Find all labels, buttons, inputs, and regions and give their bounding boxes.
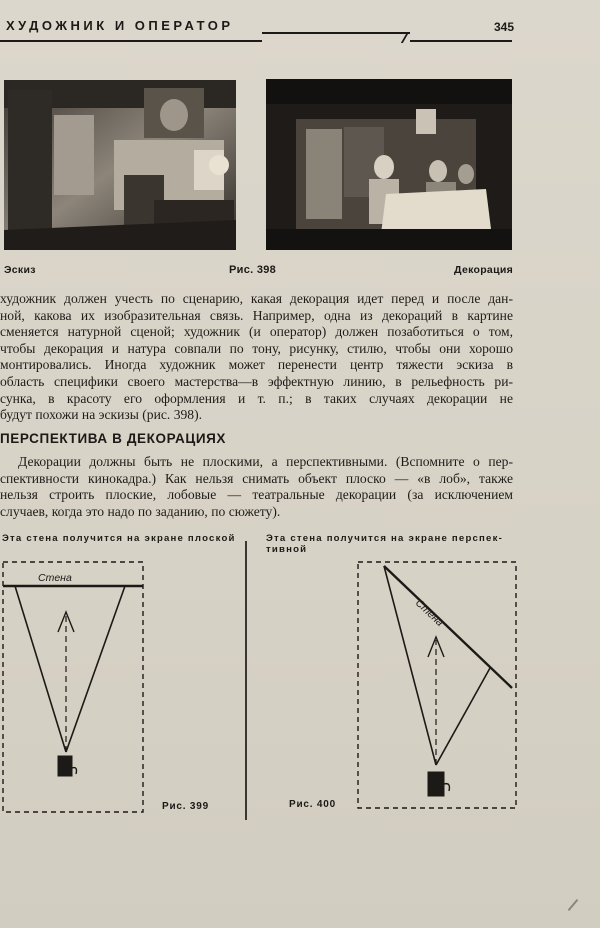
caption-figure-398: Рис. 398 — [229, 264, 277, 276]
view-ray — [15, 586, 66, 752]
text-line: случаев, когда это надо по заданию, по сюжету). — [0, 503, 281, 519]
text-line: нельзя строить плоские, лобовые — театральные декорации (за исключением — [0, 487, 513, 503]
camera-icon — [58, 756, 72, 776]
view-ray — [384, 566, 436, 765]
text-line: область специфики своего мастерства—в эффектную линию, в рельефность ри- — [0, 373, 513, 389]
caption-figure-400: Рис. 400 — [289, 799, 337, 810]
view-ray — [66, 586, 125, 752]
text-line: художник должен учесть по сценарию, какая декорация идет перед и после дан- — [0, 291, 513, 306]
text-line: сунка, в красоту его оформления и т. п.; в таких случаях декорации не — [0, 390, 513, 406]
text-line: будут похожи на эскизы (рис. 398). — [0, 407, 203, 423]
frame-dashed — [3, 562, 143, 812]
camera-crank-icon — [444, 784, 449, 791]
frame-dashed — [358, 562, 516, 808]
text-line: спективности кинокадра.) Как нельзя снимать объект плоско — «в лоб», также — [0, 470, 513, 486]
diagram-flat-wall — [3, 562, 143, 812]
caption-figure-399: Рис. 399 — [162, 801, 210, 812]
text-line: Декорации должны быть не плоскими, а перспективными. (Вспомните о пер- — [18, 454, 513, 469]
text-line: ной, какова их изобразительная связь. Например, одна из декораций в картине — [0, 307, 513, 323]
caption-sketch: Эскиз — [4, 264, 36, 276]
camera-icon — [428, 772, 444, 796]
wall-label-flat: Стена — [38, 572, 72, 584]
text-line: чтобы декорация и натура совпали по тону, рисунку, стилю, чтобы они хорошо — [0, 340, 513, 356]
camera-crank-icon — [72, 768, 77, 774]
figure-400-label-line: тивной — [266, 544, 308, 555]
section-heading: ПЕРСПЕКТИВА В ДЕКОРАЦИЯХ — [0, 431, 227, 446]
caption-set: Декорация — [454, 264, 513, 276]
text-line: сменяется натурной сценой; художник (и оператор) должен позаботиться о том, — [0, 324, 513, 340]
view-ray — [436, 668, 490, 765]
figure-399-label: Эта стена получится на экране плоской — [2, 533, 236, 544]
page-number: 345 — [493, 20, 514, 34]
diagram-perspective-wall — [358, 562, 516, 808]
wall-label-perspective: Стена — [412, 597, 446, 629]
text-line: монтировались. Иногда художник может перенести центр тяжести эскиза в — [0, 357, 513, 373]
wall-line — [384, 566, 512, 688]
running-head: ХУДОЖНИК И ОПЕРАТОР — [6, 18, 234, 33]
figure-400-label-line: Эта стена получится на экране перспек- — [266, 533, 503, 544]
